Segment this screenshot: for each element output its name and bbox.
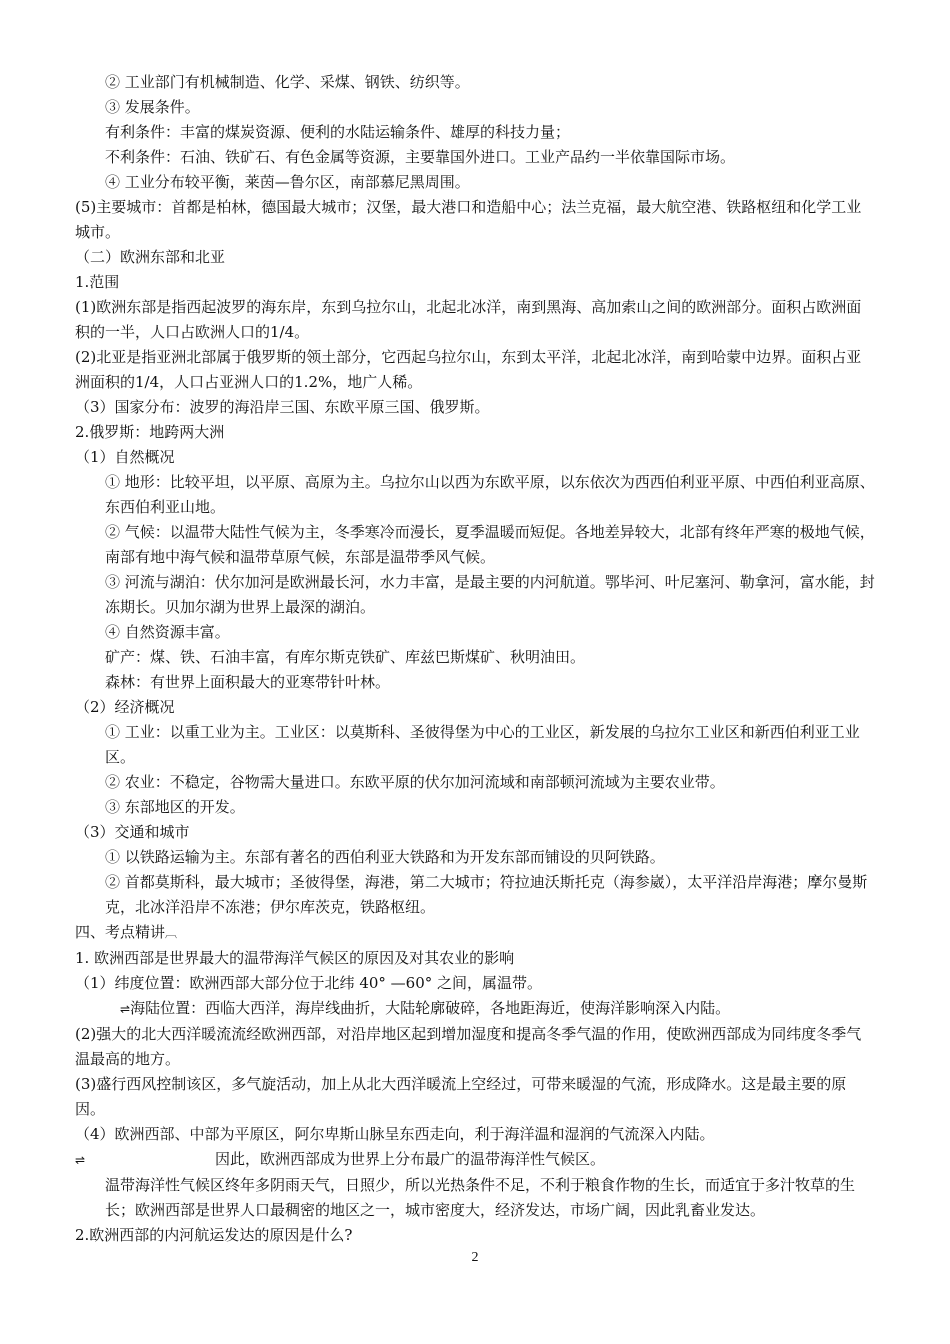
text-line: 矿产：煤、铁、石油丰富，有库尔斯克铁矿、库兹巴斯煤矿、秋明油田。: [105, 648, 586, 666]
text-line: （2）经济概况: [75, 698, 175, 716]
text-line: (5)主要城市：首都是柏林，德国最大城市；汉堡，最大港口和造船中心；法兰克福，最大航空港、铁路枢纽和化学工业城市。: [75, 198, 862, 241]
text-line: ② 首都莫斯科，最大城市；圣彼得堡，海港，第二大城市；符拉迪沃斯托克（海参崴），太平洋沿岸海港；摩尔曼斯克，北冰洋沿岸不冻港；伊尔库茨克，铁路枢纽。: [105, 873, 868, 916]
text-line: 2.欧洲西部的内河航运发达的原因是什么?: [75, 1226, 353, 1244]
text-line: 1. 欧洲西部是世界最大的温带海洋气候区的原因及对其农业的影响: [75, 949, 515, 967]
text-line: （1）纬度位置：欧洲西部大部分位于北纬 40° —60° 之间，属温带。: [75, 974, 543, 992]
document-body: [75, 70, 875, 1248]
text-line: ① 地形：比较平坦，以平原、高原为主。乌拉尔山以西为东欧平原，以东依次为西西伯利亚平原、中西伯利亚高原、东西伯利亚山地。: [105, 473, 875, 516]
section-heading: （二）欧洲东部和北亚: [75, 248, 226, 266]
text-line: ④ 工业分布较平衡，莱茵—鲁尔区，南部慕尼黑周围。: [105, 173, 470, 191]
line-mark-icon: ⇌: [120, 1002, 131, 1016]
text-line: (1)欧洲东部是指西起波罗的海东岸，东到乌拉尔山，北起北冰洋，南到黑海、高加索山之间的欧洲部分。面积占欧洲面积的一半，人口占欧洲人口的1/4。: [75, 298, 862, 341]
text-line: (3)盛行西风控制该区，多气旋活动，加上从北大西洋暖流上空经过，可带来暖湿的气流，形成降水。这是最主要的原因。: [75, 1075, 847, 1118]
text-line: ② 农业：不稳定，谷物需大量进口。东欧平原的伏尔加河流域和南部顿河流域为主要农业带。: [105, 773, 725, 791]
text-line: (2)强大的北大西洋暖流流经欧洲西部，对沿岸地区起到增加湿度和提高冬季气温的作用，使欧洲西部成为同纬度冬季气温最高的地方。: [75, 1025, 862, 1068]
text-line: 1.范围: [75, 273, 120, 291]
text-line: ② 气候：以温带大陆性气候为主，冬季寒冷而漫长，夏季温暖而短促。各地差异较大，北部有终年严寒的极地气候，南部有地中海气候和温带草原气候，东部是温带季风气候。: [105, 523, 875, 566]
page-number: 2: [471, 1250, 479, 1265]
paragraph-mark-icon: ︹: [165, 926, 178, 940]
text-line: [75, 1147, 875, 1173]
text-line: （1）自然概况: [75, 448, 175, 466]
text-line: ④ 自然资源丰富。: [105, 623, 230, 641]
text-line: (2)北亚是指亚洲北部属于俄罗斯的领土部分，它西起乌拉尔山，东到太平洋，北起北冰洋，南到哈蒙中边界。面积占亚洲面积的1/4，人口占亚洲人口的1.2%，地广人稀。: [75, 348, 862, 391]
text-line: 有利条件：丰富的煤炭资源、便利的水陆运输条件、雄厚的科技力量；: [105, 123, 571, 141]
text-line-content: 因此，欧洲西部成为世界上分布最广的温带海洋性气候区。: [215, 1150, 606, 1168]
text-line: ② 工业部门有机械制造、化学、采煤、钢铁、纺织等。: [105, 73, 470, 91]
text-line: [75, 996, 875, 1022]
section-heading: [75, 920, 875, 946]
text-line-content: 海陆位置：西临大西洋，海岸线曲折，大陆轮廓破碎，各地距海近，使海洋影响深入内陆。: [130, 999, 731, 1017]
text-line: （3）交通和城市: [75, 823, 190, 841]
text-line: ① 以铁路运输为主。东部有著名的西伯利亚大铁路和为开发东部而铺设的贝阿铁路。: [105, 848, 665, 866]
text-line: 森林：有世界上面积最大的亚寒带针叶林。: [105, 673, 391, 691]
line-mark-icon: ⇌: [75, 1153, 86, 1167]
text-line: 不利条件：石油、铁矿石、有色金属等资源，主要靠国外进口。工业产品约一半依靠国际市场。: [105, 148, 736, 166]
text-line: （3）国家分布：波罗的海沿岸三国、东欧平原三国、俄罗斯。: [75, 398, 490, 416]
text-line: ③ 河流与湖泊：伏尔加河是欧洲最长河，水力丰富，是最主要的内河航道。鄂毕河、叶尼塞河、勒拿河，富水能，封冻期长。贝加尔湖为世界上最深的湖泊。: [105, 573, 875, 616]
section-heading: 2.俄罗斯：地跨两大洲: [75, 423, 225, 441]
text-line: ③ 发展条件。: [105, 98, 200, 116]
text-line: （4）欧洲西部、中部为平原区，阿尔卑斯山脉呈东西走向，利于海洋温和湿润的气流深入内陆。: [75, 1125, 715, 1143]
text-line: ① 工业：以重工业为主。工业区：以莫斯科、圣彼得堡为中心的工业区，新发展的乌拉尔工业区和新西伯利亚工业区。: [105, 723, 860, 766]
text-line: 温带海洋性气候区终年多阴雨天气，日照少，所以光热条件不足，不利于粮食作物的生长，而适宜于多汁牧草的生长；欧洲西部是世界人口最稠密的地区之一，城市密度大，经济发达，市场广阔，因此乳畜业发达。: [105, 1176, 856, 1219]
text-line: ③ 东部地区的开发。: [105, 798, 245, 816]
section-heading-text: 四、考点精讲: [75, 923, 166, 941]
